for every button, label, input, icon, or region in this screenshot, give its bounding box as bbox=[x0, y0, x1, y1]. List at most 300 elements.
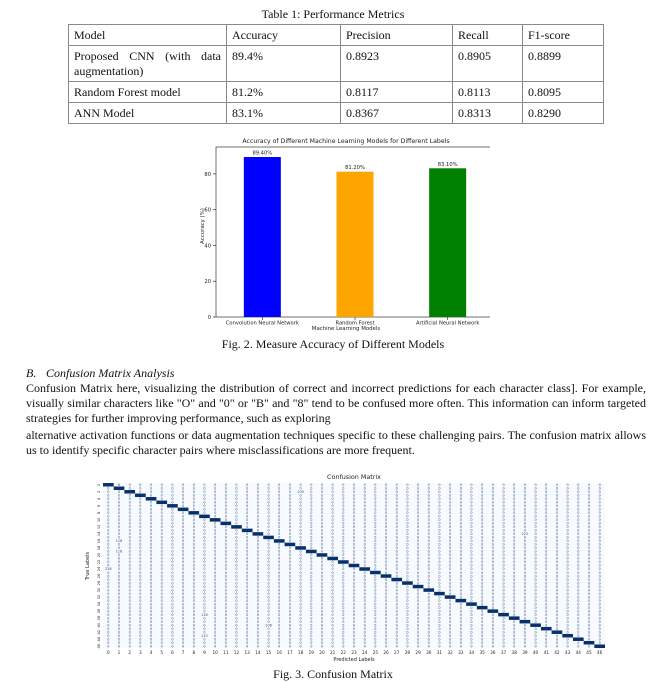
cell-value: 0 bbox=[149, 584, 153, 589]
cell-value: 0 bbox=[299, 644, 302, 649]
cell-value: 0 bbox=[288, 616, 292, 621]
cell-value: 0 bbox=[342, 535, 345, 540]
cell-value: 0 bbox=[438, 588, 441, 593]
cell-value: 0 bbox=[171, 640, 174, 645]
cell-value: 0 bbox=[502, 539, 505, 544]
cell-value: 0 bbox=[449, 553, 452, 558]
cell-value: 0 bbox=[128, 584, 131, 589]
cell-value: 0 bbox=[406, 482, 409, 487]
cell-value: 0 bbox=[406, 542, 409, 547]
cell-value: 0 bbox=[160, 539, 163, 544]
cell-value: 0 bbox=[427, 486, 430, 491]
cell-value: 0 bbox=[107, 493, 110, 498]
cell-value: 0 bbox=[395, 535, 398, 540]
heatmap-y-tick-label: 16 bbox=[97, 538, 101, 544]
cell-value: 0 bbox=[139, 500, 142, 505]
cell-value: 0 bbox=[128, 612, 131, 617]
cell-value: 0 bbox=[513, 630, 516, 635]
cell-value: 0 bbox=[149, 591, 153, 596]
cell-value: 0 bbox=[160, 490, 163, 495]
cell-value: 0 bbox=[310, 511, 313, 516]
cell-value: 0 bbox=[192, 640, 195, 645]
cell-value: 0 bbox=[246, 563, 249, 568]
cell-value: 0 bbox=[577, 577, 580, 582]
cell-value: 0 bbox=[459, 577, 462, 582]
cell-value: 0 bbox=[502, 626, 505, 631]
cell-value: 0 bbox=[299, 581, 302, 586]
cell-value: 0 bbox=[331, 546, 334, 551]
cell-value: 0 bbox=[481, 640, 484, 645]
cell-value: 0 bbox=[310, 556, 313, 561]
cell-value: 0 bbox=[459, 605, 462, 610]
cell-value: 0 bbox=[459, 553, 462, 558]
cell-value: 0 bbox=[139, 595, 142, 600]
cell-value: 0 bbox=[566, 602, 569, 607]
cell-value: 0 bbox=[438, 612, 441, 617]
cell-value: 0 bbox=[566, 518, 569, 523]
bar-0 bbox=[244, 157, 281, 317]
cell-value: 0 bbox=[182, 633, 185, 638]
cell-value: 0 bbox=[513, 591, 516, 596]
cell-value: 0 bbox=[117, 637, 121, 642]
cell-value: 0 bbox=[406, 584, 409, 589]
heatmap-y-ticks bbox=[97, 483, 101, 649]
cell-value: 0 bbox=[246, 612, 249, 617]
cell-value: 0 bbox=[449, 630, 452, 635]
cell-value: 0 bbox=[416, 609, 420, 614]
cell-value: 0 bbox=[491, 598, 494, 603]
cell-value: 0 bbox=[107, 525, 110, 530]
cell-value: 0 bbox=[566, 542, 569, 547]
cell-value: 0 bbox=[502, 518, 505, 523]
cell-value: 0 bbox=[128, 535, 131, 540]
cell-value: 0 bbox=[577, 542, 580, 547]
cell-value: 0 bbox=[224, 507, 227, 512]
cell-value: 0 bbox=[587, 507, 591, 512]
cell-value: 0 bbox=[513, 605, 516, 610]
cell-value: 0 bbox=[459, 500, 462, 505]
header-cell: Recall bbox=[453, 25, 523, 46]
cell-value: 0 bbox=[502, 577, 505, 582]
cell-value: 0 bbox=[534, 598, 537, 603]
cell-value: 0 bbox=[203, 563, 206, 568]
cell-value: 0 bbox=[555, 567, 559, 572]
cell-value: 0 bbox=[534, 560, 537, 565]
cell-value: 0 bbox=[502, 521, 505, 526]
cell-value: 0 bbox=[491, 644, 494, 649]
cell-value: 0 bbox=[128, 486, 131, 491]
cell-value: 0 bbox=[320, 504, 324, 509]
cell-value: 0 bbox=[214, 605, 217, 610]
cell-value: 0 bbox=[491, 577, 494, 582]
cell-value: 0 bbox=[310, 542, 313, 547]
cell-value: 0 bbox=[117, 612, 121, 617]
cell-value: 0 bbox=[470, 630, 473, 635]
cell-value: 0 bbox=[438, 532, 441, 537]
cell-value: 0 bbox=[523, 602, 526, 607]
cell-value: 0 bbox=[224, 563, 227, 568]
cell-value: 0 bbox=[374, 640, 377, 645]
cell-value: 0 bbox=[598, 609, 601, 614]
cell-value: 0 bbox=[107, 507, 110, 512]
cell-value: 0 bbox=[459, 549, 462, 554]
cell-value: 0 bbox=[566, 623, 569, 628]
cell-value: 0 bbox=[352, 637, 356, 642]
cell-value: 0 bbox=[427, 644, 430, 649]
cell-value: 0 bbox=[577, 518, 580, 523]
cell-value: 0 bbox=[246, 644, 249, 649]
cell-value: 0 bbox=[416, 637, 420, 642]
cell-value: 0 bbox=[256, 588, 259, 593]
cell-value: 0 bbox=[331, 612, 334, 617]
cell-value: 0 bbox=[160, 507, 163, 512]
cell-value: 0 bbox=[438, 563, 441, 568]
cell-value: 0 bbox=[267, 514, 270, 519]
cell-value: 0 bbox=[545, 525, 548, 530]
cell-value: 0 bbox=[502, 637, 505, 642]
cell-value: 0 bbox=[299, 500, 302, 505]
cell-value: 0 bbox=[235, 644, 238, 649]
cell-value: 0 bbox=[310, 630, 313, 635]
cell-value: 0 bbox=[502, 581, 505, 586]
cell-value: 0 bbox=[491, 546, 494, 551]
cell-value: 0 bbox=[214, 619, 217, 624]
cell-value: 0 bbox=[577, 532, 580, 537]
cell-value: 0 bbox=[491, 584, 494, 589]
cell-value: 0 bbox=[288, 605, 292, 610]
cell-value: 0 bbox=[587, 514, 591, 519]
cell-value: 0 bbox=[545, 518, 548, 523]
cell-value: 0 bbox=[139, 637, 142, 642]
cell-value: 0 bbox=[160, 598, 163, 603]
heatmap-x-tick-label: 0 bbox=[107, 650, 110, 655]
cell-value: 0 bbox=[149, 612, 153, 617]
cell-value: 0 bbox=[117, 553, 121, 558]
cell-value: 0 bbox=[182, 535, 185, 540]
cell-value: 0 bbox=[107, 619, 110, 624]
cell-value: 0 bbox=[406, 511, 409, 516]
cell-value: 0 bbox=[192, 553, 195, 558]
cell-value: 0 bbox=[256, 570, 259, 575]
cell-value: 0 bbox=[299, 493, 302, 498]
cell-value: 0 bbox=[438, 511, 441, 516]
cell-value: 0 bbox=[374, 633, 377, 638]
cell-value: 0 bbox=[459, 630, 462, 635]
cell-value: 0 bbox=[598, 507, 601, 512]
cell-value: 0 bbox=[310, 567, 313, 572]
cell-value: 0 bbox=[203, 497, 206, 502]
cell-value: 0 bbox=[288, 595, 292, 600]
cell-value: 0 bbox=[171, 542, 174, 547]
cell-value: 0 bbox=[160, 511, 163, 516]
cell-value: 0 bbox=[416, 591, 420, 596]
cell-value: 0 bbox=[235, 640, 238, 645]
cell-value: 0 bbox=[310, 563, 313, 568]
cell-value: 0 bbox=[534, 532, 537, 537]
cell-value: 0 bbox=[566, 598, 569, 603]
cell-value: 0 bbox=[416, 493, 420, 498]
cell-value: 0 bbox=[214, 546, 217, 551]
cell-value: 0 bbox=[342, 626, 345, 631]
cell-value: 0 bbox=[246, 591, 249, 596]
cell-value: 0 bbox=[288, 637, 292, 642]
cell-value: 0 bbox=[331, 553, 334, 558]
cell-value: 0 bbox=[331, 619, 334, 624]
cell-value: 0 bbox=[320, 623, 324, 628]
cell-value: 0 bbox=[117, 521, 121, 526]
cell-value: 0 bbox=[203, 626, 206, 631]
cell-value: 0 bbox=[523, 500, 526, 505]
cell-value: 0 bbox=[182, 591, 185, 596]
cell-value: 0 bbox=[577, 493, 580, 498]
cell-value: 0 bbox=[214, 504, 217, 509]
cell-value: 0 bbox=[267, 588, 270, 593]
cell-value: 0 bbox=[374, 644, 377, 649]
cell-value: 0 bbox=[470, 525, 473, 530]
cell-value: 0 bbox=[128, 619, 131, 624]
cell-value: 0 bbox=[363, 581, 366, 586]
cell-value: 0 bbox=[587, 528, 591, 533]
cell-value: 0 bbox=[491, 623, 494, 628]
cell-value: 0 bbox=[310, 518, 313, 523]
cell-value: 0 bbox=[523, 546, 526, 551]
cell-value: 0 bbox=[128, 567, 131, 572]
cell-value: 0 bbox=[491, 556, 494, 561]
cell-value: 0 bbox=[149, 581, 153, 586]
cell-value: 0 bbox=[534, 514, 537, 519]
cell-value: 0 bbox=[534, 497, 537, 502]
cell-value: 0 bbox=[363, 644, 366, 649]
cell-value: 0 bbox=[545, 595, 548, 600]
cell-value: 0 bbox=[438, 570, 441, 575]
cell-value: 0 bbox=[203, 504, 206, 509]
cell-value: 0 bbox=[310, 574, 313, 579]
cell-value: 0 bbox=[214, 500, 217, 505]
cell-value: 0 bbox=[203, 623, 206, 628]
cell-value: 0 bbox=[481, 637, 484, 642]
cell-value: 0 bbox=[491, 574, 494, 579]
cell-value: 0 bbox=[224, 542, 227, 547]
cell-value: 0 bbox=[310, 521, 313, 526]
cell-value: 0 bbox=[278, 521, 281, 526]
cell-value: 0 bbox=[513, 612, 516, 617]
cell-value: 0 bbox=[577, 525, 580, 530]
cell-value: 0 bbox=[182, 560, 185, 565]
cell-value: 0 bbox=[342, 493, 345, 498]
cell-value: 0 bbox=[149, 553, 153, 558]
cell-value: 0 bbox=[299, 619, 302, 624]
cell-value: 0 bbox=[491, 633, 494, 638]
heatmap-y-tick-label: 38 bbox=[97, 615, 101, 621]
cell-value: 0 bbox=[278, 570, 281, 575]
cell-value: 0 bbox=[384, 549, 388, 554]
cell-value: 0 bbox=[491, 500, 494, 505]
cell-value: 0 bbox=[149, 518, 153, 523]
cell-value: 0 bbox=[171, 602, 174, 607]
heatmap-x-tick-label: 41 bbox=[543, 650, 549, 655]
cell-value: 0 bbox=[534, 507, 537, 512]
cell-value: 0 bbox=[320, 581, 324, 586]
cell-value: 0 bbox=[117, 609, 121, 614]
highlight-cell-value: 118 bbox=[201, 612, 208, 617]
cell-value: 0 bbox=[203, 549, 206, 554]
cell-value: 0 bbox=[449, 577, 452, 582]
cell-value: 0 bbox=[416, 567, 420, 572]
cell-value: 0 bbox=[374, 581, 377, 586]
cell-value: 0 bbox=[256, 507, 259, 512]
figure-3-caption: Fig. 3. Confusion Matrix bbox=[273, 667, 393, 681]
cell-value: 0 bbox=[491, 507, 494, 512]
cell-value: 0 bbox=[459, 574, 462, 579]
cell-value: 0 bbox=[481, 584, 484, 589]
cell-value: 0 bbox=[107, 532, 110, 537]
cell-value: 0 bbox=[481, 556, 484, 561]
cell-value: 0 bbox=[224, 511, 227, 516]
cell-value: 0 bbox=[587, 588, 591, 593]
cell-value: 0 bbox=[416, 500, 420, 505]
cell-value: 0 bbox=[523, 482, 526, 487]
cell-value: 0 bbox=[203, 567, 206, 572]
cell-value: 0 bbox=[203, 619, 206, 624]
cell-value: 0 bbox=[363, 626, 366, 631]
cell-value: 0 bbox=[160, 518, 163, 523]
cell-value: 0 bbox=[555, 560, 559, 565]
bar-data-label: 89.40% bbox=[252, 150, 273, 157]
cell-value: 0 bbox=[331, 577, 334, 582]
cell-value: 0 bbox=[395, 602, 398, 607]
cell-value: 0 bbox=[246, 570, 249, 575]
cell-value: 0 bbox=[117, 500, 121, 505]
cell-value: 0 bbox=[128, 556, 131, 561]
cell-value: 0 bbox=[192, 567, 195, 572]
cell-value: 0 bbox=[363, 500, 366, 505]
cell-value: 0 bbox=[149, 532, 153, 537]
cell-value: 0 bbox=[139, 602, 142, 607]
cell-value: 0 bbox=[182, 556, 185, 561]
cell-value: 0 bbox=[267, 518, 270, 523]
cell-value: 0 bbox=[449, 493, 452, 498]
cell-value: 0 bbox=[459, 490, 462, 495]
cell-value: 0 bbox=[577, 581, 580, 586]
cell-value: 0 bbox=[416, 504, 420, 509]
cell-value: 0 bbox=[523, 640, 526, 645]
cell-value: 0 bbox=[374, 490, 377, 495]
cell-value: 0 bbox=[438, 497, 441, 502]
heatmap-title: Confusion Matrix bbox=[327, 473, 381, 481]
cell-value: 0 bbox=[502, 644, 505, 649]
cell-value: 0 bbox=[513, 539, 516, 544]
cell-value: 0 bbox=[171, 507, 174, 512]
cell-value: 0 bbox=[384, 605, 388, 610]
cell-value: 0 bbox=[139, 619, 142, 624]
cell-value: 0 bbox=[523, 518, 526, 523]
table-row bbox=[69, 46, 604, 82]
cell-value: 0 bbox=[149, 626, 153, 631]
cell-value: 0 bbox=[310, 584, 313, 589]
heatmap-x-tick-label: 8 bbox=[192, 650, 196, 655]
cell-value: 0 bbox=[587, 630, 591, 635]
cell-value: 0 bbox=[320, 542, 324, 547]
cell-value: 0 bbox=[481, 500, 484, 505]
cell-value: 0 bbox=[182, 588, 185, 593]
header-cell: F1-score bbox=[523, 25, 604, 46]
cell-value: 0 bbox=[427, 482, 430, 487]
cell-value: 0 bbox=[502, 623, 505, 628]
heatmap-y-tick-label: 2 bbox=[97, 490, 101, 493]
cell-value: 0 bbox=[438, 539, 441, 544]
cell-value: 0 bbox=[299, 532, 302, 537]
cell-value: 0 bbox=[449, 521, 452, 526]
cell-value: 0 bbox=[555, 556, 559, 561]
cell-value: 0 bbox=[374, 511, 377, 516]
cell-value: 0 bbox=[182, 640, 185, 645]
cell-value: 0 bbox=[587, 616, 591, 621]
cell-value: 0 bbox=[513, 633, 516, 638]
cell-value: 0 bbox=[107, 605, 110, 610]
cell-value: 0 bbox=[288, 518, 292, 523]
heatmap-cells bbox=[103, 483, 605, 648]
cell-value: 0 bbox=[374, 504, 377, 509]
cell-value: 0 bbox=[171, 500, 174, 505]
cell-value: 0 bbox=[374, 518, 377, 523]
cell-value: 0 bbox=[534, 595, 537, 600]
cell-value: 0 bbox=[427, 630, 430, 635]
cell-value: 0 bbox=[235, 521, 238, 526]
cell-value: 0 bbox=[278, 546, 281, 551]
highlight-cell-value: 222 bbox=[521, 532, 529, 537]
cell-value: 0 bbox=[459, 619, 462, 624]
cell-value: 0 bbox=[598, 497, 601, 502]
cell-value: 0 bbox=[160, 482, 163, 487]
cell-value: 0 bbox=[117, 595, 121, 600]
cell-value: 0 bbox=[117, 623, 121, 628]
cell-value: 0 bbox=[566, 612, 569, 617]
cell-value: 0 bbox=[160, 616, 163, 621]
cell-value: 0 bbox=[107, 626, 110, 631]
cell-value: 0 bbox=[534, 616, 537, 621]
cell-value: 0 bbox=[352, 542, 356, 547]
cell-value: 0 bbox=[267, 553, 270, 558]
cell-value: 0 bbox=[352, 605, 356, 610]
cell-value: 0 bbox=[107, 574, 110, 579]
cell-value: 0 bbox=[203, 539, 206, 544]
cell-value: 0 bbox=[545, 602, 548, 607]
cell-value: 0 bbox=[470, 521, 473, 526]
cell-value: 0 bbox=[320, 500, 324, 505]
cell-value: 0 bbox=[513, 570, 516, 575]
cell-value: 0 bbox=[139, 591, 142, 596]
cell-value: 0 bbox=[235, 532, 238, 537]
cell-value: 0 bbox=[352, 500, 356, 505]
cell-value: 0 bbox=[342, 504, 345, 509]
cell-value: 0 bbox=[299, 504, 302, 509]
cell-value: 0 bbox=[320, 640, 324, 645]
cell-value: 0 bbox=[427, 570, 430, 575]
cell-value: 0 bbox=[352, 588, 356, 593]
cell-value: 0 bbox=[363, 549, 366, 554]
highlight-cell-value: 110 bbox=[201, 633, 208, 638]
cell-value: 0 bbox=[513, 507, 516, 512]
cell-value: 0 bbox=[203, 518, 206, 523]
cell-value: 0 bbox=[203, 556, 206, 561]
cell-value: 0 bbox=[470, 560, 473, 565]
cell-value: 0 bbox=[139, 497, 142, 502]
cell-value: 0 bbox=[502, 567, 505, 572]
cell-value: 0 bbox=[449, 549, 452, 554]
cell-value: 0 bbox=[427, 563, 430, 568]
cell-value: 0 bbox=[214, 595, 217, 600]
cell-value: 0 bbox=[459, 602, 462, 607]
